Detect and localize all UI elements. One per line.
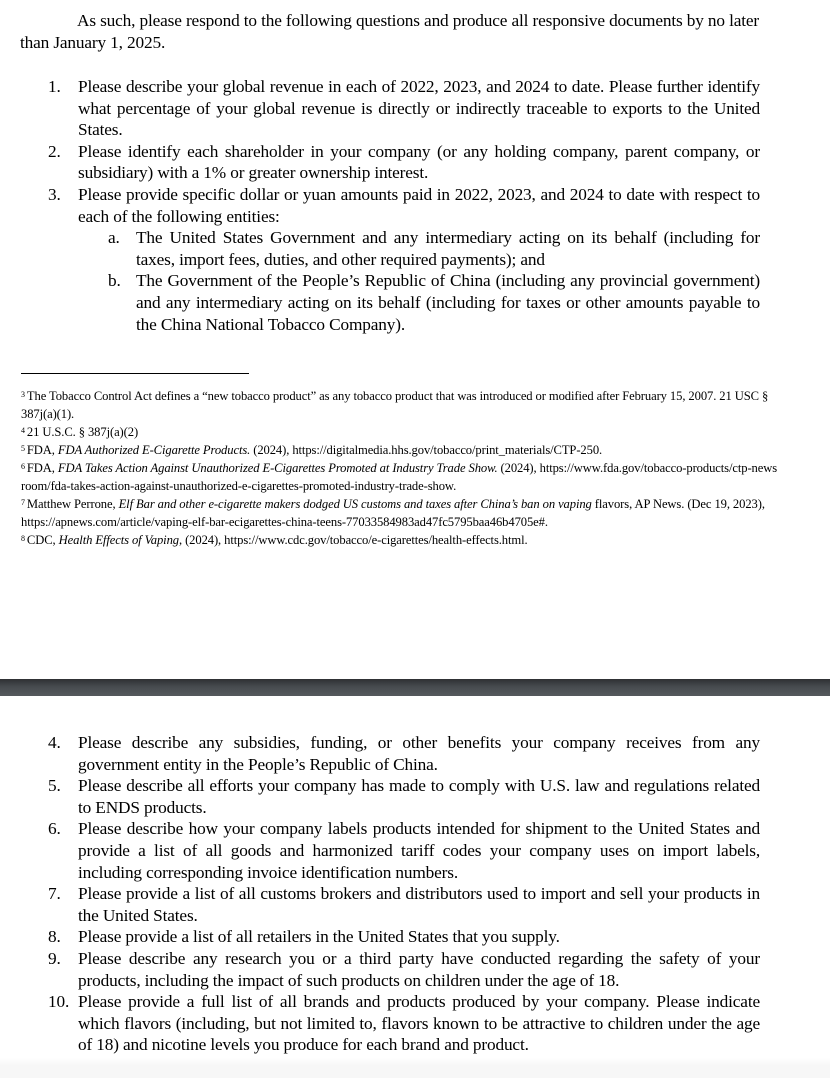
question-text: Please describe any subsidies, funding, or other benefits your company receives from any government entity in the People’s Republic of China. bbox=[78, 733, 760, 774]
question-number: 3. bbox=[48, 184, 61, 204]
question-item bbox=[48, 883, 760, 926]
footnote-text: CDC, bbox=[26, 533, 59, 547]
footnote-link[interactable]: flavors, AP News. (Dec 19, 2023), https://apnews.com/article/vaping-elf-bar-ecigarettes-china-teens-77033584983ad47fc5795baa46b4705e#. bbox=[21, 497, 765, 529]
intro-text: As such, please respond to the following questions and produce all responsive documents by no later than January 1, 2025. bbox=[20, 11, 760, 52]
sub-item-text: The Government of the People’s Republic of China (including any provincial government) and any intermediary acting on its behalf (including for taxes or other amounts payable to the China National Tobacco Company). bbox=[136, 271, 760, 334]
question-text: Please identify each shareholder in your company (or any holding company, parent company, or subsidiary) with a 1% or greater ownership interest. bbox=[78, 141, 760, 183]
questions-list-page-2 bbox=[48, 732, 760, 1056]
question-item bbox=[48, 991, 760, 1056]
footnote bbox=[21, 441, 781, 459]
sub-item bbox=[108, 227, 760, 270]
footnote-title: Health Effects of Vaping bbox=[58, 533, 179, 547]
footnote bbox=[21, 495, 781, 531]
footnote-number: 5 bbox=[21, 444, 25, 453]
question-item bbox=[48, 775, 760, 818]
question-number: 10. bbox=[48, 992, 70, 1012]
footnote-number: 7 bbox=[21, 498, 25, 507]
question-item bbox=[48, 926, 760, 948]
question-item bbox=[48, 732, 760, 775]
question-text: Please describe your global revenue in each of 2022, 2023, and 2024 to date. Please further identify what percentage of your global revenue is directly or indirectly traceable to exports to the United States. bbox=[78, 77, 760, 140]
footnote-text: The Tobacco Control Act defines a “new tobacco product” as any tobacco product that was introduced or modified after February 15, 2007. 21 USC § 387j(a)(1). bbox=[21, 389, 769, 421]
question-text: Please describe how your company labels products intended for shipment to the United States and provide a list of all goods and harmonized tariff codes your company uses on import labels, including corresponding invoice identification numbers. bbox=[78, 819, 760, 882]
footnote-number: 6 bbox=[21, 462, 25, 471]
sub-item-letter: b. bbox=[108, 271, 121, 291]
question-text: Please describe any research you or a third party have conducted regarding the safety of your products, including the impact of such products on children under the age of 18. bbox=[78, 948, 760, 990]
footnote-text: FDA, bbox=[26, 443, 58, 457]
footnote-title: Elf Bar and other e-cigarette makers dodged US customs and taxes after China’s ban on vaping bbox=[118, 497, 592, 511]
footnote bbox=[21, 387, 781, 423]
sub-item-text: The United States Government and any intermediary acting on its behalf (including for taxes, import fees, duties, and other required payments); and bbox=[136, 228, 760, 269]
question-number: 5. bbox=[48, 776, 61, 796]
footnote-title: FDA Takes Action Against Unauthorized E-Cigarettes Promoted at Industry Trade Show. bbox=[57, 461, 498, 475]
question-text: Please describe all efforts your company has made to comply with U.S. law and regulations related to ENDS products. bbox=[78, 776, 760, 817]
footnote-number: 8 bbox=[21, 534, 25, 543]
footnote-text: Matthew Perrone, bbox=[26, 497, 119, 511]
footnote bbox=[21, 531, 781, 549]
sub-items-list bbox=[78, 227, 760, 335]
question-text: Please provide a list of all retailers in the United States that you supply. bbox=[78, 927, 560, 947]
question-number: 1. bbox=[48, 77, 61, 96]
document-page-2 bbox=[0, 696, 830, 1078]
question-number: 8. bbox=[48, 927, 61, 947]
footnote-text: FDA, bbox=[26, 461, 58, 475]
question-number: 2. bbox=[48, 141, 61, 161]
footnotes bbox=[21, 387, 781, 549]
footnote-title: FDA Authorized E-Cigarette Products. bbox=[57, 443, 251, 457]
questions-list-page-1 bbox=[48, 76, 760, 335]
question-number: 6. bbox=[48, 819, 61, 839]
question-item bbox=[48, 818, 760, 883]
footnote bbox=[21, 423, 781, 441]
intro-paragraph bbox=[20, 10, 765, 53]
footnote bbox=[21, 459, 781, 495]
question-number: 4. bbox=[48, 733, 61, 752]
question-item bbox=[48, 184, 760, 335]
sub-item bbox=[108, 270, 760, 335]
footnote-number: 3 bbox=[21, 390, 25, 399]
sub-item-letter: a. bbox=[108, 228, 120, 248]
question-text: Please provide specific dollar or yuan amounts paid in 2022, 2023, and 2024 to date with respect to each of the following entities: bbox=[78, 184, 760, 226]
footnote-separator bbox=[21, 373, 249, 374]
footnote-link[interactable]: (2024), https://digitalmedia.hhs.gov/tobacco/print_materials/CTP-250. bbox=[250, 443, 603, 457]
question-item bbox=[48, 948, 760, 991]
question-number: 7. bbox=[48, 884, 61, 904]
footnote-link[interactable]: , (2024), https://www.cdc.gov/tobacco/e-cigarettes/health-effects.html. bbox=[178, 533, 528, 547]
footnote-number: 4 bbox=[21, 426, 25, 435]
page-break-divider bbox=[0, 679, 830, 696]
question-item bbox=[48, 141, 760, 184]
question-text: Please provide a list of all customs brokers and distributors used to import and sell your products in the United States. bbox=[78, 884, 760, 925]
footnote-text: 21 U.S.C. § 387j(a)(2) bbox=[26, 425, 139, 439]
question-number: 9. bbox=[48, 948, 61, 968]
question-item bbox=[48, 76, 760, 141]
question-text: Please provide a full list of all brands and products produced by your company. Please indicate which flavors (including, but not limited to, flavors known to be attractive to children under the age of 18) and nicotine levels you produce for each brand and product. bbox=[78, 992, 760, 1055]
footnote-link[interactable]: (2024), https://www.fda.gov/tobacco-products/ctp-newsroom/fda-takes-action-against-unauthorized-e-cigarettes-promoted-industry-trade-show. bbox=[21, 461, 778, 493]
